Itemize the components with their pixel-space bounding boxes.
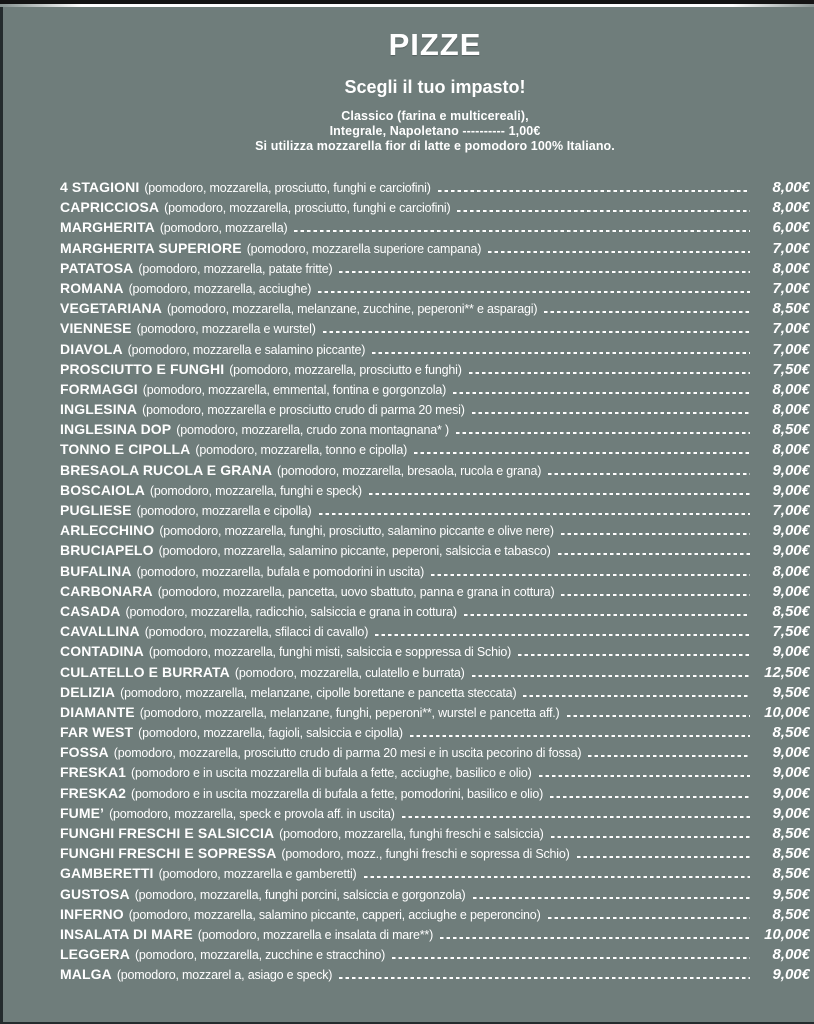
dotted-leader <box>369 492 750 495</box>
menu-item-row <box>60 520 810 540</box>
pizza-ingredients: (pomodoro, mozzarella e gamberetti) <box>158 867 357 882</box>
dotted-leader <box>339 976 750 979</box>
dotted-leader <box>364 875 750 878</box>
dotted-leader <box>339 270 750 273</box>
intro-line-ingredients-note: Si utilizza mozzarella fior di latte e pomodoro 100% Italiano. <box>255 139 615 153</box>
pizza-price: 8,00€ <box>772 380 810 398</box>
pizza-ingredients: (pomodoro, mozzarella, salamino piccante, peperoni, salsiccia e tabasco) <box>158 544 551 559</box>
pizza-ingredients: (pomodoro, mozzarella, prosciutto crudo di parma 20 mesi e in uscita pecorino di fossa) <box>113 746 582 761</box>
dotted-leader <box>375 633 750 636</box>
menu-item-row <box>60 298 810 318</box>
pizza-ingredients: (pomodoro, mozzarella, emmental, fontina e gorgonzola) <box>142 382 447 397</box>
pizza-price: 8,00€ <box>772 259 810 277</box>
pizza-ingredients: (pomodoro, mozzarella, funghi, prosciutto, salamino piccante e olive nere) <box>159 524 554 539</box>
dotted-leader <box>472 674 750 677</box>
pizza-ingredients: (pomodoro, mozzarella, prosciutto e funghi) <box>229 362 462 377</box>
pizza-name: BOSCAIOLA <box>60 481 145 498</box>
pizza-ingredients: (pomodoro, mozzarella, patate fritte) <box>138 261 333 276</box>
pizza-price: 8,50€ <box>772 905 810 923</box>
pizza-name: FRESKA2 <box>60 784 127 801</box>
dotted-leader <box>518 653 750 656</box>
dotted-leader <box>414 451 750 454</box>
pizza-price: 8,00€ <box>772 401 810 419</box>
pizza-ingredients: (pomodoro, mozzarella, melanzane, funghi, peperoni**, wurstel e pancetta aff.) <box>139 705 560 720</box>
pizza-price: 8,00€ <box>772 179 810 196</box>
pizza-name: PUGLIESE <box>60 502 132 518</box>
pizza-ingredients: (pomodoro, mozzarella e salamino piccante) <box>127 342 366 357</box>
pizza-ingredients: (pomodoro e in uscita mozzarella di bufala a fette, acciughe, basilico e olio) <box>131 766 532 781</box>
dotted-leader <box>548 472 750 475</box>
pizza-price: 8,50€ <box>772 602 810 620</box>
menu-item-row <box>60 682 810 702</box>
dotted-leader <box>323 330 750 333</box>
pizza-ingredients: (pomodoro, mozzarella, culatello e burrata) <box>234 665 465 680</box>
pizza-ingredients: (pomodoro, mozzarella superiore campana) <box>246 241 482 256</box>
menu-item-row <box>60 540 810 560</box>
menu-item-row <box>60 924 810 944</box>
dotted-leader <box>473 896 750 899</box>
menu-item-row <box>60 783 810 803</box>
dotted-leader <box>550 795 750 798</box>
page-subtitle: Scegli il tuo impasto! <box>344 77 526 97</box>
pizza-name: VEGETARIANA <box>60 300 162 317</box>
pizza-name: INFERNO <box>60 905 124 922</box>
dotted-leader <box>402 815 750 818</box>
pizza-price: 7,00€ <box>772 502 810 519</box>
menu-item-row <box>60 460 810 480</box>
pizza-ingredients: (pomodoro, mozzarella, zucchine e stracchino) <box>134 948 386 963</box>
menu-item-row <box>60 843 810 863</box>
pizza-price: 7,00€ <box>772 340 810 358</box>
pizza-name: MARGHERITA SUPERIORE <box>60 239 242 256</box>
pizza-name: DIAVOLA <box>60 340 123 357</box>
pizza-name: FORMAGGI <box>60 380 138 397</box>
pizza-ingredients: (pomodoro, mozzarella, prosciutto, funghi e carciofini) <box>144 181 431 195</box>
pizza-price: 8,00€ <box>772 199 810 217</box>
menu-item-row <box>60 197 810 217</box>
pizza-name: INSALATA DI MARE <box>60 925 193 942</box>
pizza-price: 8,50€ <box>772 845 810 863</box>
pizza-name: MALGA <box>60 966 112 983</box>
dotted-leader <box>453 391 750 394</box>
pizza-name: MARGHERITA <box>60 219 155 236</box>
pizza-name: FOSSA <box>60 744 109 761</box>
menu-item-row <box>60 500 810 520</box>
pizza-name: GAMBERETTI <box>60 865 154 882</box>
dotted-leader <box>488 250 750 253</box>
pizza-name: TONNO E CIPOLLA <box>60 441 191 458</box>
pizza-ingredients: (pomodoro, mozzarella e wurstel) <box>136 322 316 337</box>
pizza-price: 7,00€ <box>772 239 810 257</box>
dotted-leader <box>558 552 750 555</box>
pizza-ingredients: (pomodoro, mozzarella, melanzane, zucchine, peperoni** e asparagi) <box>166 302 538 317</box>
menu-item-row <box>60 318 810 338</box>
page-title: PIZZE <box>388 27 482 62</box>
pizza-ingredients: (pomodoro, mozzarella, salamino piccante, capperi, acciughe e peperoncino) <box>128 907 541 922</box>
pizza-name: CARBONARA <box>60 582 153 599</box>
menu-item-row <box>60 884 810 904</box>
menu-item-row <box>60 480 810 500</box>
dotted-leader <box>457 209 750 212</box>
intro-text <box>60 109 810 154</box>
pizza-ingredients: (pomodoro, mozzarella e prosciutto crudo di parma 20 mesi) <box>142 403 465 418</box>
pizza-ingredients: (pomodoro, mozzarella, sfilacci di cavallo) <box>144 625 369 640</box>
pizza-ingredients: (pomodoro, mozzarella, radicchio, salsiccia e grana in cottura) <box>125 604 457 619</box>
menu-item-row <box>60 904 810 924</box>
pizza-price: 12,50€ <box>764 663 810 681</box>
pizza-ingredients: (pomodoro, mozzarella, funghi e speck) <box>149 483 362 498</box>
pizza-name: PROSCIUTTO E FUNGHI <box>60 360 225 377</box>
menu-item-row <box>60 863 810 883</box>
pizza-name: CASADA <box>60 602 121 619</box>
dotted-leader <box>539 774 750 777</box>
pizza-price: 7,50€ <box>772 360 810 378</box>
pizza-name: FUME’ <box>60 804 105 821</box>
pizza-price: 10,00€ <box>764 703 810 721</box>
menu-item-row <box>60 702 810 722</box>
dotted-leader <box>523 694 750 697</box>
menu-item-row <box>60 601 810 621</box>
pizza-name: FRESKA1 <box>60 764 127 781</box>
pizza-ingredients: (pomodoro, mozzarella, funghi misti, salsiccia e soppressa di Schio) <box>148 645 512 660</box>
menu-item-row <box>60 217 810 237</box>
menu-item-row <box>60 964 810 984</box>
pizza-ingredients: (pomodoro, mozzarella, crudo zona montagnana* ) <box>176 423 449 438</box>
pizza-price: 9,00€ <box>772 784 810 802</box>
pizza-price: 8,50€ <box>772 825 810 842</box>
pizza-ingredients: (pomodoro, mozzarella, acciughe) <box>128 281 312 296</box>
dotted-leader <box>472 411 750 414</box>
menu-item-row <box>60 359 810 379</box>
menu-item-row <box>60 762 810 782</box>
pizza-price: 9,00€ <box>772 744 810 762</box>
pizza-name: CULATELLO E BURRATA <box>60 663 230 680</box>
pizza-ingredients: (pomodoro, mozzarella, prosciutto, funghi e carciofini) <box>164 201 451 216</box>
menu-item-row <box>60 823 810 843</box>
dotted-leader <box>577 855 750 858</box>
dotted-leader <box>567 714 750 717</box>
pizza-name: BRESAOLA RUCOLA E GRANA <box>60 461 273 478</box>
dotted-leader <box>392 956 750 959</box>
pizza-ingredients: (pomodoro, mozzarella, bufala e pomodorini in uscita) <box>136 564 425 579</box>
pizza-price: 9,00€ <box>772 481 810 499</box>
pizza-ingredients: (pomodoro, mozzarella) <box>159 221 288 236</box>
pizza-name: CONTADINA <box>60 643 144 660</box>
pizza-ingredients: (pomodoro, mozzarella, fagioli, salsiccia e cipolla) <box>138 726 403 741</box>
menu-item-row <box>60 238 810 258</box>
pizza-name: DIAMANTE <box>60 703 135 720</box>
intro-line-dough-price: Integrale, Napoletano ---------- 1,00€ <box>329 124 541 138</box>
menu-item-row <box>60 662 810 682</box>
menu-item-row <box>60 621 810 641</box>
dotted-leader <box>410 734 750 737</box>
pizza-price: 9,50€ <box>772 683 810 701</box>
menu-item-row <box>60 379 810 399</box>
pizza-price: 10,00€ <box>764 925 810 943</box>
pizza-price: 9,00€ <box>772 764 810 782</box>
pizza-ingredients: (pomodoro, mozzarella, speck e provola aff. in uscita) <box>109 806 395 821</box>
pizza-ingredients: (pomodoro, mozzarella, melanzane, cipolle borettane e pancetta steccata) <box>120 685 517 700</box>
menu-item-row <box>60 399 810 419</box>
pizza-price: 6,00€ <box>772 219 810 237</box>
dotted-leader <box>431 573 750 576</box>
pizza-name: BRUCIAPELO <box>60 542 154 559</box>
pizza-ingredients: (pomodoro, mozzarella, bresaola, rucola e grana) <box>277 463 542 478</box>
pizza-name: GUSTOSA <box>60 885 130 902</box>
pizza-ingredients: (pomodoro, mozzarel a, asiago e speck) <box>116 968 333 983</box>
dotted-leader <box>294 229 750 232</box>
pizza-name: ROMANA <box>60 279 124 296</box>
pizza-list <box>60 177 810 985</box>
menu-item-row <box>60 419 810 439</box>
pizza-price: 8,50€ <box>772 865 810 883</box>
pizza-name: FUNGHI FRESCHI E SALSICCIA <box>60 825 275 841</box>
menu-item-row <box>60 278 810 298</box>
pizza-price: 9,00€ <box>772 461 810 479</box>
dotted-leader <box>548 916 750 919</box>
dotted-leader <box>438 189 750 192</box>
menu-item-row <box>60 944 810 964</box>
pizza-price: 9,00€ <box>772 522 810 540</box>
pizza-name: ARLECCHINO <box>60 522 155 539</box>
pizza-price: 8,00€ <box>772 441 810 459</box>
pizza-price: 7,50€ <box>772 623 810 641</box>
pizza-price: 7,00€ <box>772 279 810 297</box>
pizza-price: 8,50€ <box>772 421 810 439</box>
pizza-name: BUFALINA <box>60 562 132 579</box>
menu-item-row <box>60 742 810 762</box>
pizza-price: 8,50€ <box>772 300 810 318</box>
menu-item-row <box>60 722 810 742</box>
pizza-name: VIENNESE <box>60 320 132 337</box>
dotted-leader <box>561 593 750 596</box>
pizza-name: LEGGERA <box>60 946 130 963</box>
menu-item-row <box>60 439 810 459</box>
pizza-name: DELIZIA <box>60 683 116 700</box>
pizza-ingredients: (pomodoro e in uscita mozzarella di bufala a fette, pomodorini, basilico e olio) <box>131 786 544 801</box>
pizza-price: 8,50€ <box>772 724 810 742</box>
menu-item-row <box>60 561 810 581</box>
pizza-name: CAVALLINA <box>60 623 140 640</box>
pizza-name: 4 STAGIONI <box>60 179 140 195</box>
dotted-leader <box>469 371 750 374</box>
pizza-ingredients: (pomodoro, mozzarella, funghi porcini, salsiccia e gorgonzola) <box>134 887 466 902</box>
dotted-leader <box>319 512 750 515</box>
pizza-name: PATATOSA <box>60 259 134 276</box>
pizza-price: 8,00€ <box>772 946 810 964</box>
pizza-ingredients: (pomodoro, mozzarella e insalata di mare**) <box>197 927 434 942</box>
dotted-leader <box>464 613 750 616</box>
pizza-price: 9,00€ <box>772 643 810 661</box>
menu-page <box>3 7 814 1022</box>
dotted-leader <box>544 310 750 313</box>
pizza-ingredients: (pomodoro, mozzarella, funghi freschi e salsiccia) <box>279 827 544 841</box>
pizza-name: CAPRICCIOSA <box>60 199 160 216</box>
dotted-leader <box>456 431 750 434</box>
pizza-ingredients: (pomodoro, mozzarella, tonno e cipolla) <box>195 443 408 458</box>
menu-item-row <box>60 177 810 197</box>
pizza-name: FAR WEST <box>60 724 134 741</box>
menu-item-row <box>60 339 810 359</box>
pizza-price: 9,00€ <box>772 966 810 984</box>
menu-item-row <box>60 803 810 823</box>
pizza-ingredients: (pomodoro, mozz., funghi freschi e sopressa di Schio) <box>281 847 570 862</box>
pizza-price: 9,50€ <box>772 885 810 903</box>
dotted-leader <box>318 290 750 293</box>
pizza-ingredients: (pomodoro, mozzarella e cipolla) <box>136 504 312 518</box>
pizza-price: 9,00€ <box>772 542 810 560</box>
pizza-name: INGLESINA <box>60 401 138 418</box>
pizza-name: INGLESINA DOP <box>60 421 172 438</box>
dotted-leader <box>561 532 750 535</box>
dotted-leader <box>372 351 750 354</box>
menu-header <box>60 27 810 154</box>
pizza-price: 7,00€ <box>772 320 810 338</box>
intro-line-dough-types: Classico (farina e multicereali), <box>341 109 529 123</box>
pizza-name: FUNGHI FRESCHI E SOPRESSA <box>60 845 277 862</box>
menu-item-row <box>60 581 810 601</box>
menu-item-row <box>60 258 810 278</box>
dotted-leader <box>440 936 750 939</box>
dotted-leader <box>588 754 750 757</box>
menu-item-row <box>60 641 810 661</box>
pizza-price: 9,00€ <box>772 582 810 600</box>
pizza-ingredients: (pomodoro, mozzarella, pancetta, uovo sbattuto, panna e grana in cottura) <box>157 584 555 599</box>
pizza-price: 9,00€ <box>772 804 810 822</box>
pizza-price: 8,00€ <box>772 562 810 580</box>
dotted-leader <box>551 835 750 838</box>
